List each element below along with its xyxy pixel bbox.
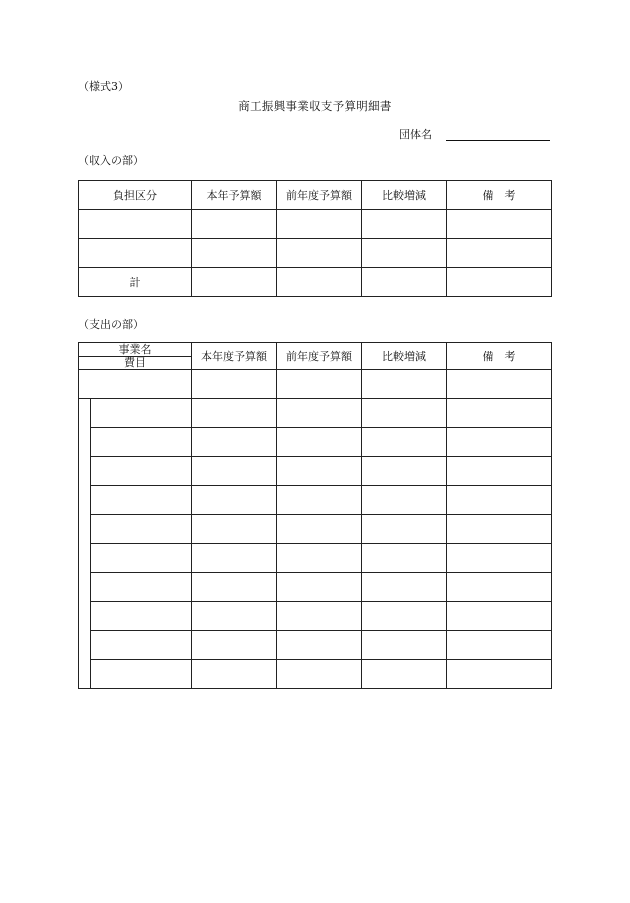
header-difference: 比較増減 [362,343,447,370]
table-cell[interactable] [277,457,362,486]
table-row [79,210,552,239]
expense-item-cell[interactable] [91,544,192,573]
table-cell[interactable] [192,515,277,544]
table-cell[interactable] [192,660,277,689]
expense-item-row [79,602,552,631]
table-cell[interactable] [277,428,362,457]
table-cell[interactable] [79,210,192,239]
table-cell[interactable] [447,268,552,297]
table-cell[interactable] [447,660,552,689]
expense-item-row [79,573,552,602]
form-number: （様式3） [78,80,129,93]
indent-cell [79,399,91,689]
table-cell[interactable] [447,210,552,239]
project-row [79,370,552,399]
table-cell[interactable] [362,544,447,573]
table-cell[interactable] [192,210,277,239]
income-header-row [79,181,552,210]
expense-item-cell[interactable] [91,573,192,602]
project-name-cell[interactable] [79,370,192,399]
expense-item-row [79,544,552,573]
expense-item-cell[interactable] [91,515,192,544]
table-cell[interactable] [447,239,552,268]
table-cell[interactable] [447,631,552,660]
table-row [79,239,552,268]
document-title: 商工振興事業収支予算明細書 [238,99,392,113]
organization-label: 団体名 [399,128,432,141]
table-cell[interactable] [277,370,362,399]
header-current-budget: 本年度予算額 [192,343,277,370]
table-cell[interactable] [447,544,552,573]
expense-item-row [79,457,552,486]
expense-item-cell[interactable] [91,660,192,689]
table-cell[interactable] [192,428,277,457]
table-cell[interactable] [192,602,277,631]
table-cell[interactable] [447,428,552,457]
expense-header-row [79,343,552,357]
table-cell[interactable] [277,631,362,660]
table-cell[interactable] [362,210,447,239]
income-section-heading: （収入の部） [78,154,144,167]
income-table [78,180,552,297]
header-difference: 比較増減 [362,181,447,210]
expense-item-cell[interactable] [91,399,192,428]
expense-item-row [79,428,552,457]
table-cell[interactable] [447,573,552,602]
table-cell[interactable] [362,428,447,457]
header-remarks: 備 考 [447,181,552,210]
expense-item-row [79,631,552,660]
header-previous-budget: 前年度予算額 [277,181,362,210]
table-cell[interactable] [277,268,362,297]
table-cell[interactable] [192,573,277,602]
table-cell[interactable] [447,515,552,544]
expense-section-heading: （支出の部） [78,318,144,331]
table-cell[interactable] [277,515,362,544]
table-cell[interactable] [192,544,277,573]
table-cell[interactable] [362,602,447,631]
table-cell[interactable] [362,239,447,268]
expense-item-row [79,486,552,515]
table-cell[interactable] [362,457,447,486]
table-cell[interactable] [447,370,552,399]
organization-name-line[interactable] [446,140,550,141]
table-cell[interactable] [362,573,447,602]
expense-item-cell[interactable] [91,486,192,515]
table-cell[interactable] [79,239,192,268]
table-cell[interactable] [362,660,447,689]
table-cell[interactable] [447,602,552,631]
table-cell[interactable] [277,660,362,689]
table-cell[interactable] [192,486,277,515]
table-cell[interactable] [192,631,277,660]
total-label: 計 [79,268,192,297]
expense-item-row [79,660,552,689]
table-cell[interactable] [192,239,277,268]
expense-item-cell[interactable] [91,428,192,457]
table-cell[interactable] [277,210,362,239]
table-cell[interactable] [362,515,447,544]
income-total-row [79,268,552,297]
expense-item-cell[interactable] [91,631,192,660]
table-cell[interactable] [362,631,447,660]
header-remarks: 備 考 [447,343,552,370]
header-current-budget: 本年予算額 [192,181,277,210]
expense-item-row [79,399,552,428]
header-expense-item: 費目 [79,357,192,370]
table-cell[interactable] [192,370,277,399]
table-cell[interactable] [277,602,362,631]
expense-item-cell[interactable] [91,457,192,486]
header-category: 負担区分 [79,181,192,210]
table-cell[interactable] [277,239,362,268]
table-cell[interactable] [362,399,447,428]
table-cell[interactable] [362,268,447,297]
header-project-name: 事業名 [79,343,192,357]
table-cell[interactable] [277,573,362,602]
table-cell[interactable] [277,544,362,573]
table-cell[interactable] [192,268,277,297]
table-cell[interactable] [362,370,447,399]
table-cell[interactable] [277,399,362,428]
table-cell[interactable] [362,486,447,515]
expense-item-row [79,515,552,544]
table-cell[interactable] [192,457,277,486]
table-cell[interactable] [447,486,552,515]
table-cell[interactable] [447,399,552,428]
table-cell[interactable] [447,457,552,486]
header-previous-budget: 前年度予算額 [277,343,362,370]
expense-item-cell[interactable] [91,602,192,631]
expense-table [78,342,552,689]
table-cell[interactable] [192,399,277,428]
table-cell[interactable] [277,486,362,515]
